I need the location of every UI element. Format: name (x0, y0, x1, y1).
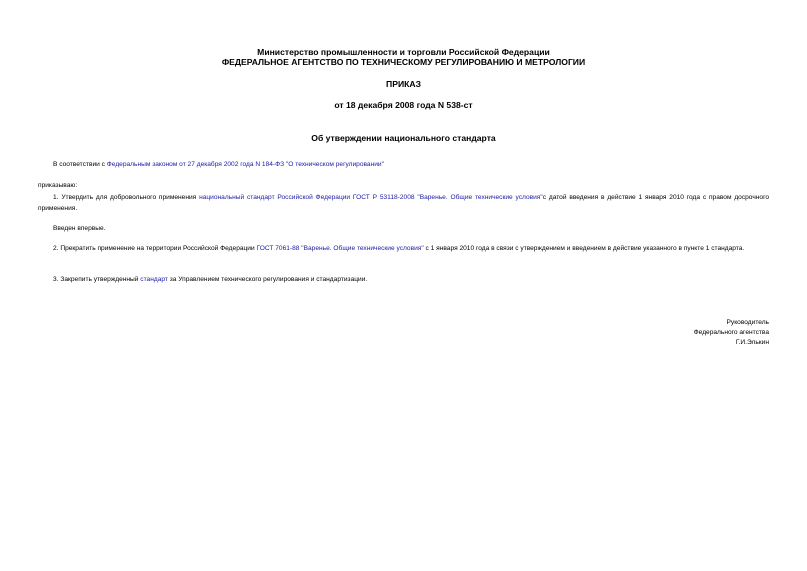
document-type: ПРИКАЗ (386, 79, 421, 89)
introduced-first-note: Введен впервые. (53, 225, 106, 232)
signature-title-1: Руководитель (726, 319, 769, 326)
signature-title-2: Федерального агентства (693, 329, 769, 336)
agency-title: ФЕДЕРАЛЬНОЕ АГЕНТСТВО ПО ТЕХНИЧЕСКОМУ РЕГУЛИРОВАНИЮ И МЕТРОЛОГИИ (221, 57, 586, 67)
document-page (38, 0, 769, 571)
item-3-text: 3. Закрепить утвержденный (53, 276, 141, 283)
preamble-paragraph (38, 160, 769, 171)
item-3-paragraph (38, 275, 769, 286)
document-subject: Об утверждении национального стандарта (311, 133, 496, 143)
item-2-suffix: с 1 января 2010 года в связи с утверждением и введением в действие указанного в пункте 1 стандарта. (423, 245, 745, 252)
gost-r-53118-link[interactable]: национальный стандарт Российской Федерации ГОСТ Р 53118-2008 "Варенье. Общие технические условия" (199, 194, 543, 201)
item-2-text: 2. Прекратить применение на территории Российской Федерации (53, 245, 257, 252)
document-date: от 18 декабря 2008 года N 538-ст (334, 100, 473, 110)
item-2-paragraph (38, 244, 769, 255)
signature-name: Г.И.Элькин (735, 339, 769, 346)
item-1-suffix: с датой введения в действие 1 января 2010 года с правом досрочного применения. (38, 194, 769, 212)
federal-law-link[interactable]: Федеральным законом от 27 декабря 2002 года N 184-ФЗ "О техническом регулировании" (106, 161, 384, 168)
ministry-title: Министерство промышленности и торговли Российской Федерации (257, 47, 550, 57)
order-word: приказываю: (38, 182, 78, 189)
item-1-text: 1. Утвердить для добровольного применения (53, 194, 200, 201)
item-1-paragraph (38, 193, 769, 214)
gost-7061-link[interactable]: ГОСТ 7061-88 "Варенье. Общие технические условия" (256, 245, 424, 252)
preamble-text: В соответствии с (53, 161, 107, 168)
item-3-suffix: за Управлением технического регулирования и стандартизации. (167, 276, 368, 283)
standard-link[interactable]: стандарт (140, 276, 168, 283)
